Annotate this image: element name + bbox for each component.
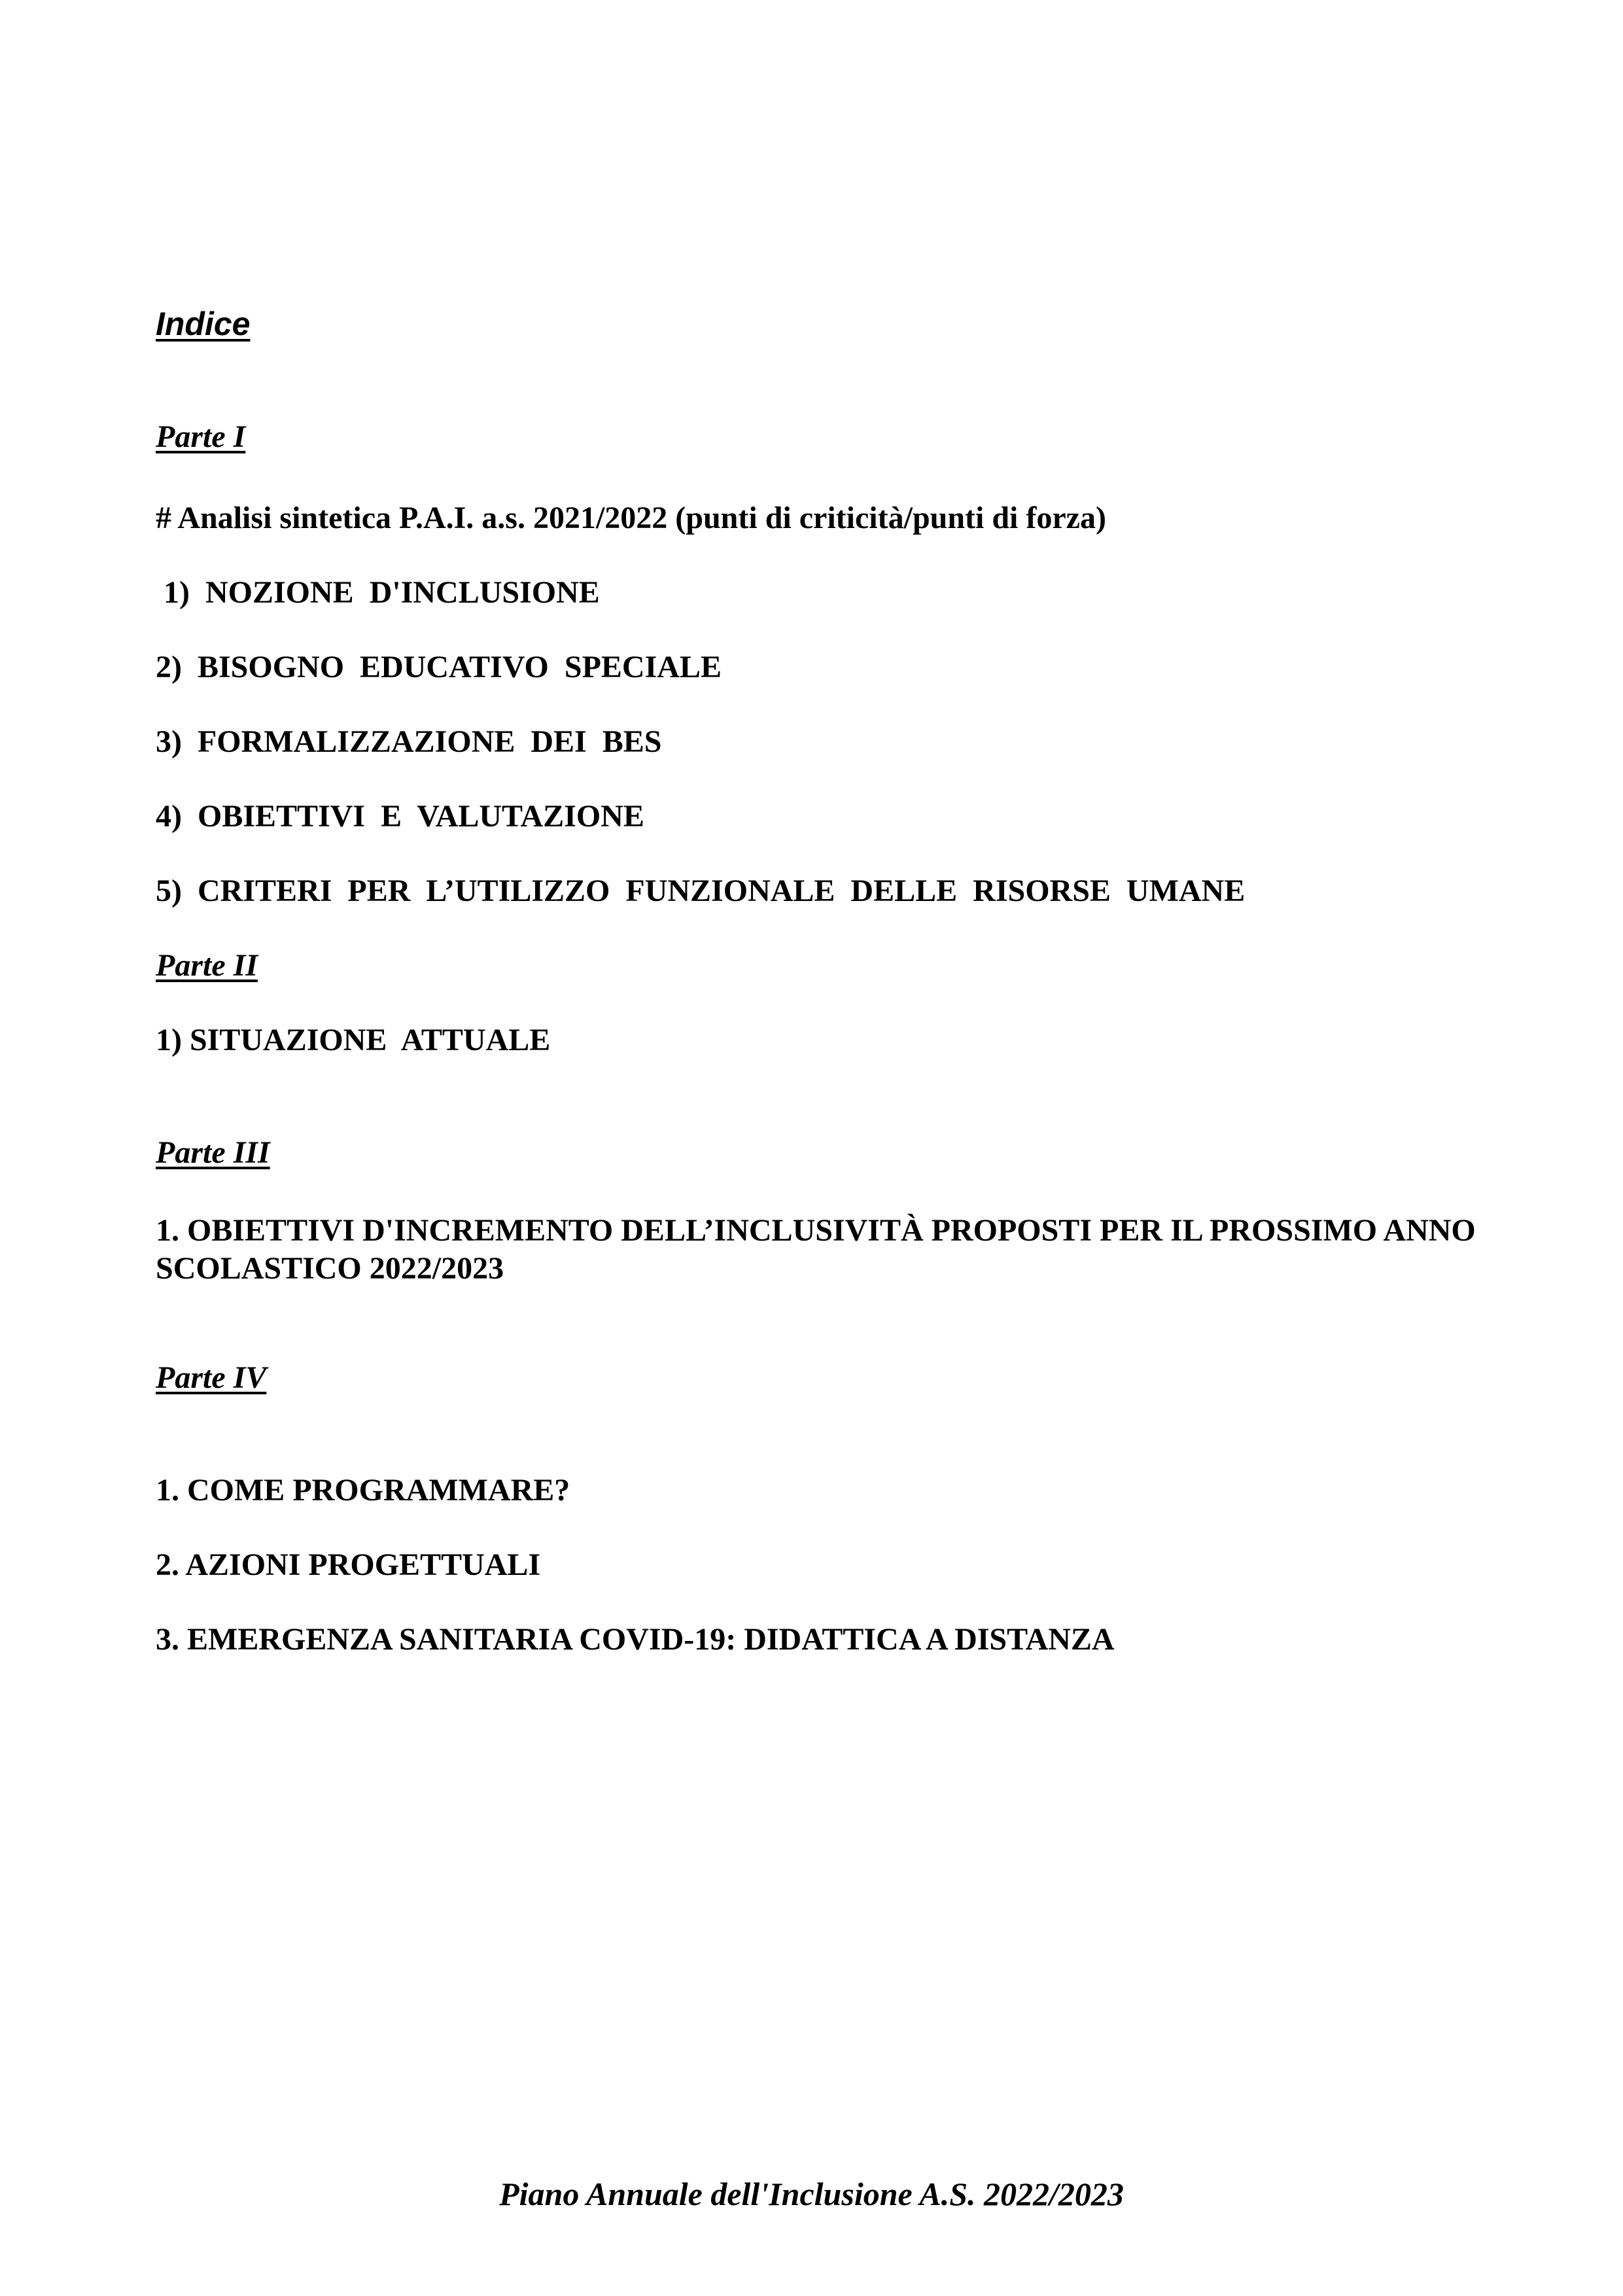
part-2-heading: Parte II	[156, 948, 258, 983]
page-footer: Piano Annuale dell'Inclusione A.S. 2022/2023	[499, 2176, 1124, 2212]
part-1-item-summary: # Analisi sintetica P.A.I. a.s. 2021/2022 (punti di criticità/punti di forza)	[156, 501, 1106, 535]
part-1-item-1: 1) NOZIONE D'INCLUSIONE	[156, 575, 600, 610]
part-1-heading: Parte I	[156, 419, 246, 454]
part-1-item-3: 3) FORMALIZZAZIONE DEI BES	[156, 724, 662, 759]
part-3-heading: Parte III	[156, 1135, 270, 1170]
part-2-item-1: 1) SITUAZIONE ATTUALE	[156, 1023, 551, 1057]
part-4-heading: Parte IV	[156, 1360, 267, 1395]
part-1-item-2: 2) BISOGNO EDUCATIVO SPECIALE	[156, 650, 722, 684]
part-4-item-2: 2. AZIONI PROGETTUALI	[156, 1547, 541, 1582]
part-3-item-1: 1. OBIETTIVI D'INCREMENTO DELL’INCLUSIVITÀ PROPOSTI PER IL PROSSIMO ANNO SCOLASTICO 2022/2023	[156, 1213, 1476, 1286]
index-title: Indice	[156, 306, 251, 342]
part-1-item-5: 5) CRITERI PER L’UTILIZZO FUNZIONALE DELLE RISORSE UMANE	[156, 874, 1246, 908]
part-1-item-4: 4) OBIETTIVI E VALUTAZIONE	[156, 799, 644, 834]
part-4-item-1: 1. COME PROGRAMMARE?	[156, 1473, 570, 1508]
part-4-item-3: 3. EMERGENZA SANITARIA COVID-19: DIDATTICA A DISTANZA	[156, 1622, 1115, 1657]
